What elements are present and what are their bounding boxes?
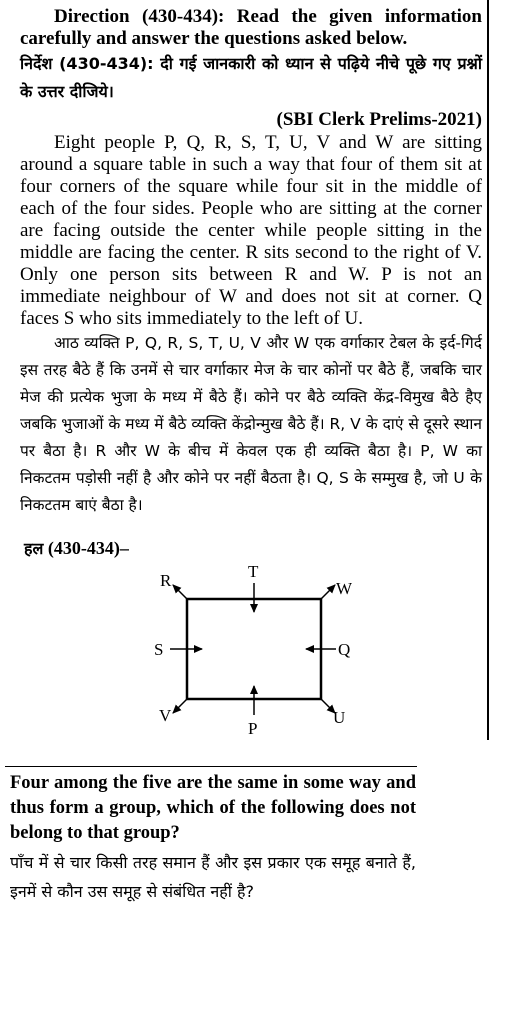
question-block — [10, 771, 416, 906]
arrow-corner-bottom-left — [173, 699, 187, 713]
solution-heading — [24, 537, 129, 559]
direction-english: Direction (430-434): Read the given information carefully and answer the questions asked below. — [20, 6, 482, 49]
exam-source: (SBI Clerk Prelims-2021) — [276, 109, 482, 130]
column-divider-vertical — [487, 0, 489, 740]
label-mid-right: Q — [338, 640, 351, 659]
arrow-corner-top-right — [321, 585, 335, 599]
direction-hindi: निर्देश (430-434): दी गई जानकारी को ध्यान से पढ़िये नीचे पूछे गए प्रश्नों के उत्तर दीजिये। — [20, 54, 482, 101]
label-corner-top-left: R — [160, 571, 172, 590]
solution-range: (430-434)– — [47, 538, 129, 558]
seating-diagram — [140, 556, 370, 746]
label-corner-bottom-left: V — [159, 706, 172, 725]
arrow-corner-top-left — [173, 585, 187, 599]
passage-english: Eight people P, Q, R, S, T, U, V and W are sitting around a square table in such a way that four of them sit at four corners of the square while four sit in the middle of each of the four sides. People who are sitting at the corner are facing outside the center while people sitting in the middle are facing the center. R sits second to the right of V. Only one person sits between R and W. P is not an immediate neighbour of W and does not sit at corner. Q faces S who sits immediately to the left of U. — [20, 132, 482, 329]
label-corner-bottom-right: U — [333, 708, 346, 727]
label-corner-top-right: W — [336, 579, 353, 598]
label-mid-left: S — [154, 640, 164, 659]
label-mid-top: T — [248, 562, 259, 581]
passage-hindi: आठ व्यक्ति P, Q, R, S, T, U, V और W एक वर्गाकार टेबल के इर्द-गिर्द इस तरह बैठे हैं कि उनमें से चार वर्गाकार मेज के चार कोनों पर बैठे हैं, जबकि चार मेज की प्रत्येक भुजा के मध्य में बैठे हैं। कोने पर बैठे व्यक्ति केंद्र-विमुख बैठे हैए जबकि भुजाओं के मध्य में बैठे व्यक्ति केंद्रोन्मुख बैठे हैं। R, V के दाएं से दूसरे स्थान पर बैठा है। R और W के बीच में केवल एक ही व्यक्ति बैठा है। P, W का निकटतम पड़ोसी नहीं है और कोने पर नहीं बैठता है। Q, S के सम्मुख है, जो U के निकटतम बाएं बैठा है। — [20, 334, 482, 514]
table-square — [187, 599, 321, 699]
label-mid-bottom: P — [248, 719, 258, 738]
solution-label: हल — [24, 539, 44, 558]
question-divider — [5, 766, 417, 767]
question-hindi: पाँच में से चार किसी तरह समान हैं और इस प्रकार एक समूह बनाते हैं, इनमें से कौन उस समूह से संबंधित नहीं है? — [10, 853, 416, 901]
puzzle-column — [20, 6, 482, 519]
question-english: Four among the five are the same in some way and thus form a group, which of the following does not belong to that group? — [10, 773, 416, 843]
